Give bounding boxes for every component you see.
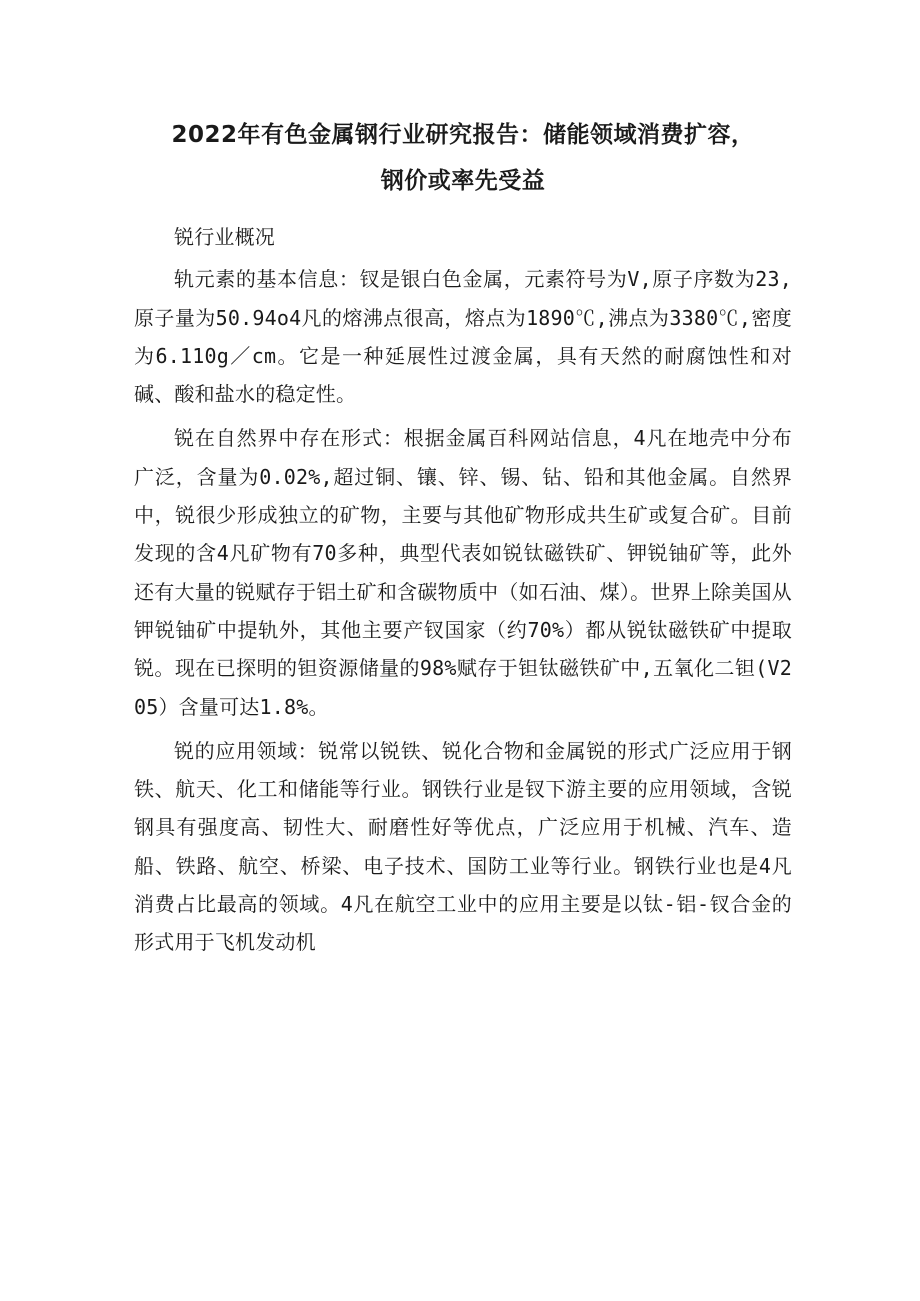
paragraph-applications: 锐的应用领域：锐常以锐铁、锐化合物和金属锐的形式广泛应用于钢铁、航天、化工和储能等行业。钢铁行业是钗下游主要的应用领域，含锐钢具有强度高、韧性大、耐磨性好等优点，广泛应用于机械、汽车、造船、铁路、航空、桥梁、电子技术、国防工业等行业。钢铁行业也是4凡消费占比最高的领域。4凡在航空工业中的应用主要是以钛-铝-钗合金的形式用于飞机发动机 bbox=[134, 738, 792, 955]
title-line-2: 钢价或率先受益 bbox=[380, 168, 546, 194]
section-heading: 锐行业概况 bbox=[174, 225, 275, 249]
document-title bbox=[134, 112, 792, 204]
paragraph-natural-occurrence: 锐在自然界中存在形式：根据金属百科网站信息，4凡在地壳中分布广泛，含量为0.02%,超过铜、镶、锌、锡、钻、铅和其他金属。自然界中，锐很少形成独立的矿物，主要与其他矿物形成共生矿或复合矿。目前发现的含4凡矿物有70多种，典型代表如锐钛磁铁矿、钾锐铀矿等，此外还有大量的锐赋存于铝土矿和含碳物质中（如石油、煤）。世界上除美国从钾锐铀矿中提轨外，其他主要产钗国家（约70%）都从锐钛磁铁矿中提取锐。现在已探明的钽资源储量的98%赋存于钽钛磁铁矿中,五氧化二钽(V205）含量可达1.8%。 bbox=[134, 426, 792, 719]
paragraph-basic-info: 轨元素的基本信息：钗是银白色金属，元素符号为V,原子序数为23,原子量为50.94o4凡的熔沸点很高，熔点为1890℃,沸点为3380℃,密度为6.110g／cm。它是一种延展性过渡金属，具有天然的耐腐蚀性和对碱、酸和盐水的稳定性。 bbox=[134, 267, 792, 407]
title-line-1: 2022年有色金属钢行业研究报告：储能领域消费扩容， bbox=[171, 122, 755, 148]
